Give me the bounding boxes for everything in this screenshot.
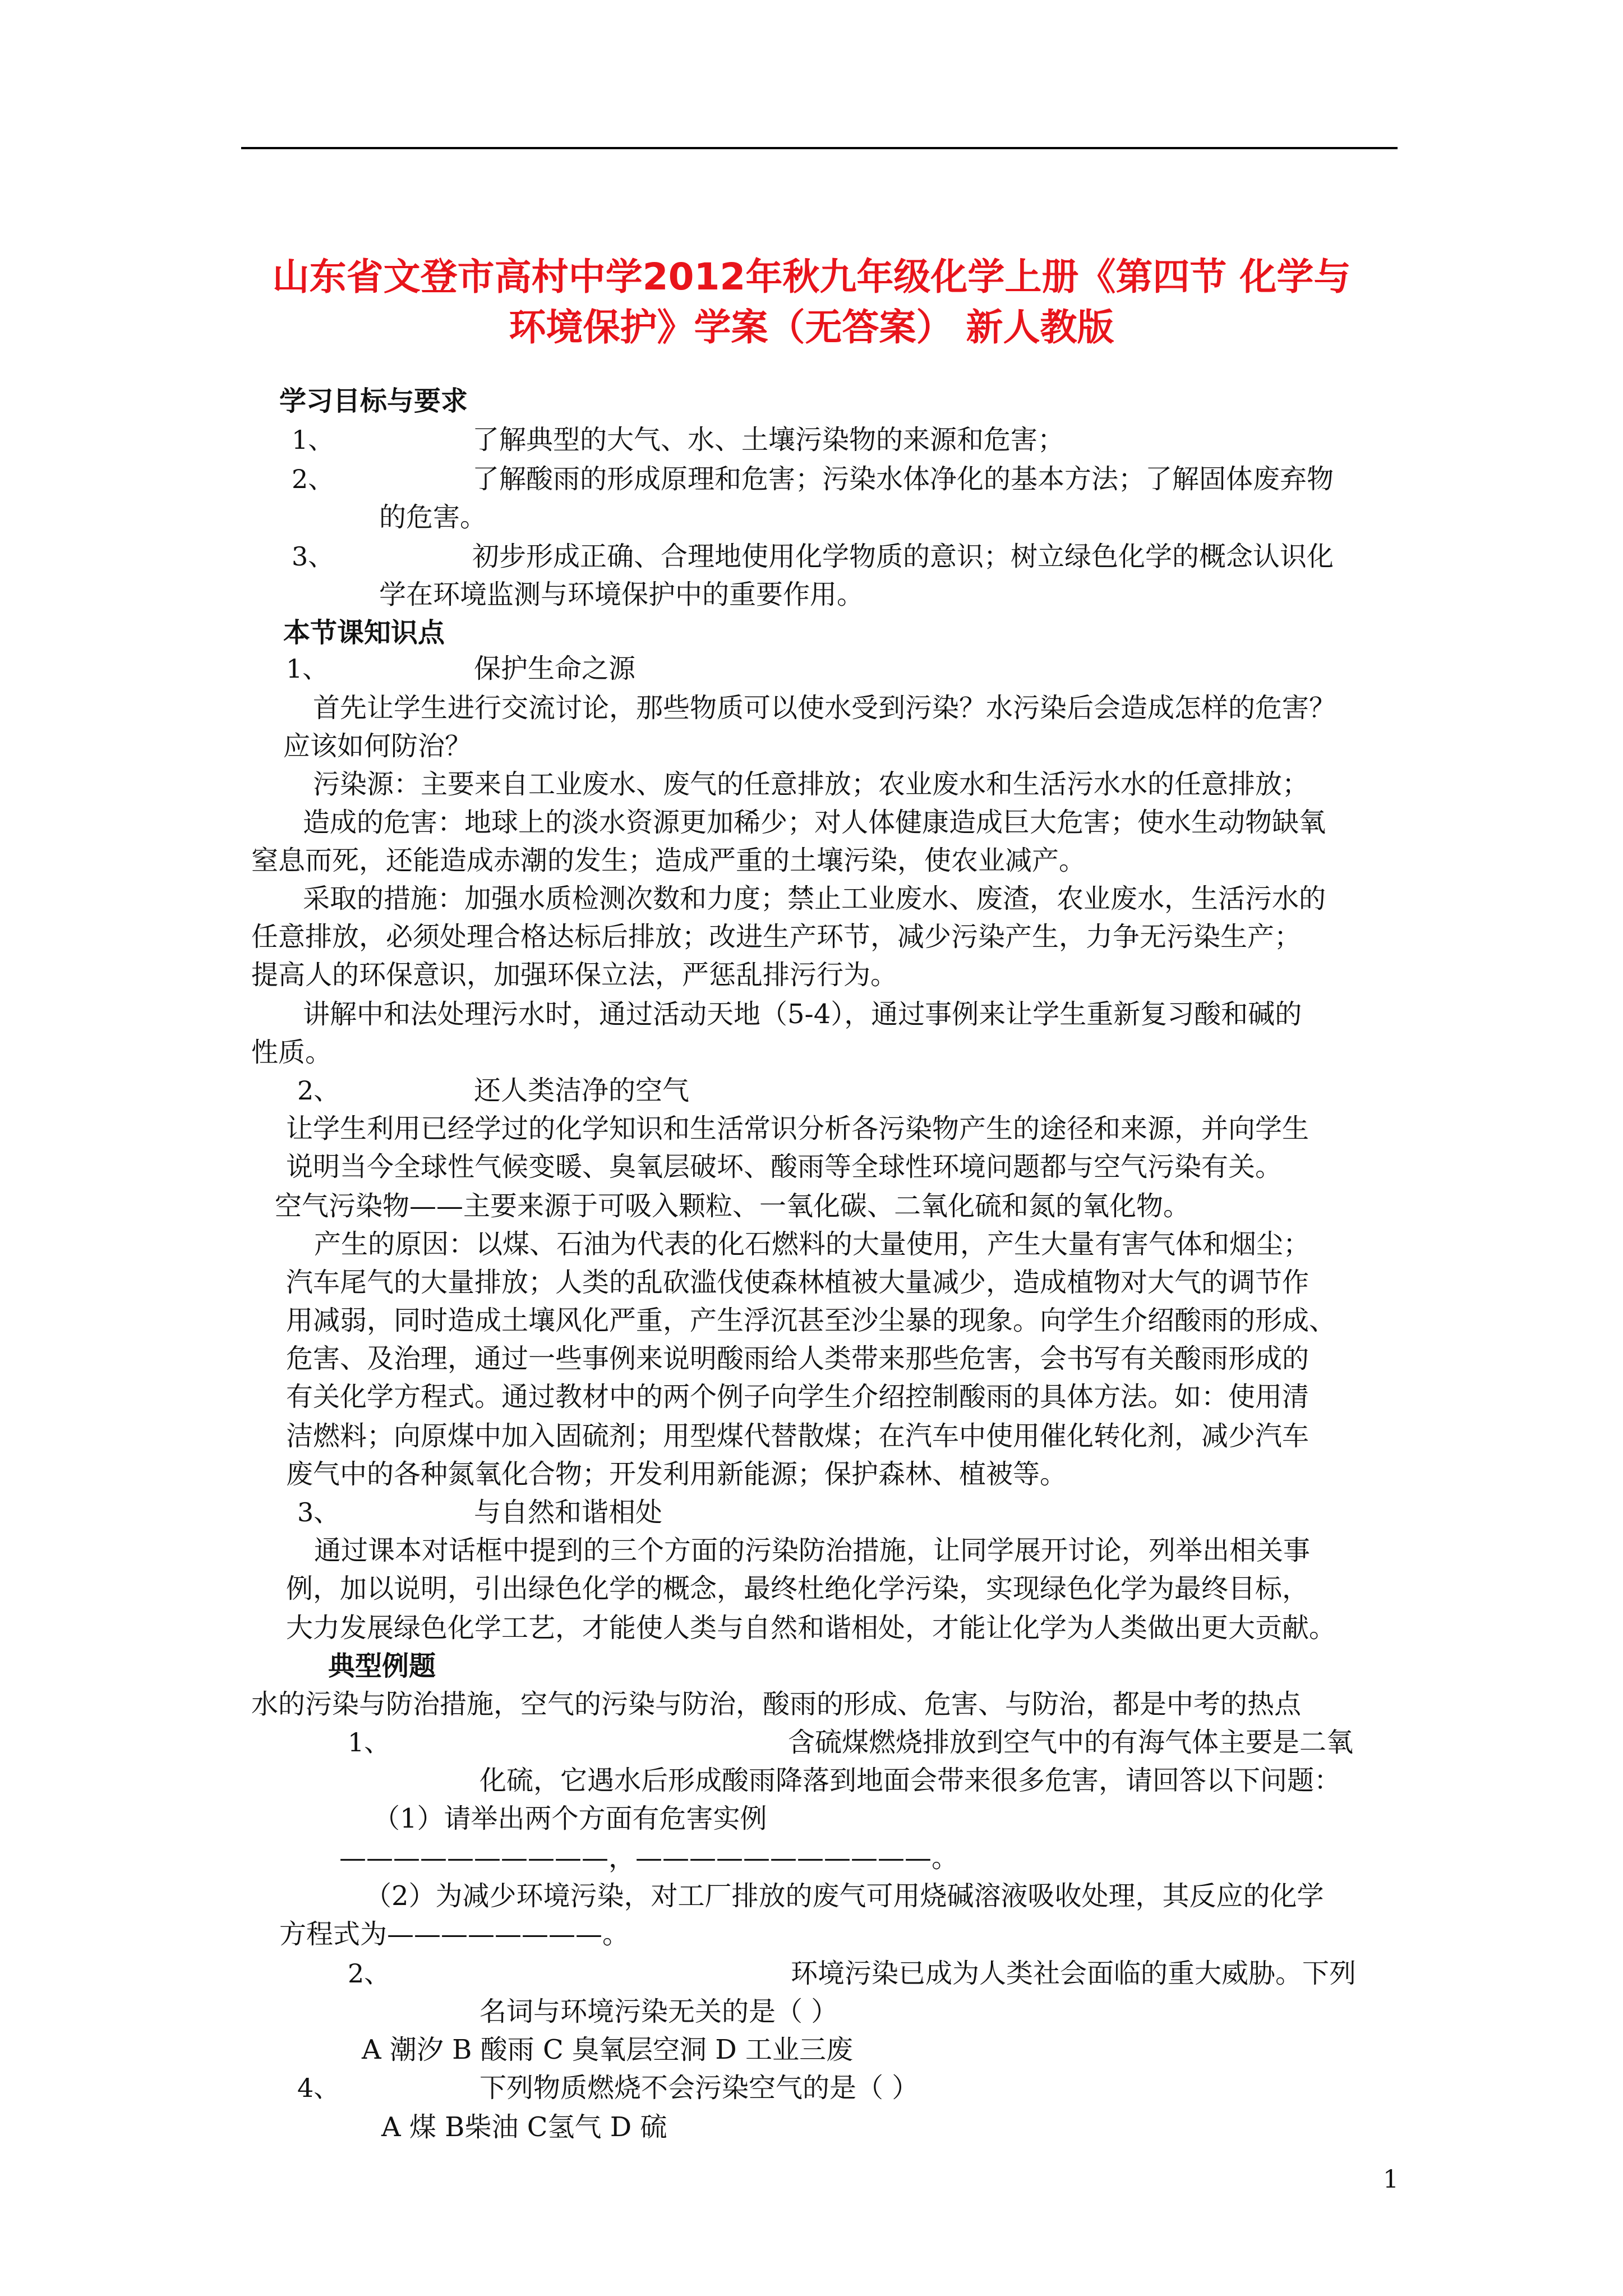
- doc-title-line-1: 山东省文登市高村中学2012年秋九年级化学上册《第四节 化学与: [272, 255, 1351, 298]
- section-1-title: 保护生命之源: [474, 653, 636, 684]
- goal-3-line-2: 学在环境监测与环境保护中的重要作用。: [379, 579, 864, 610]
- q2-line-2: 名词与环境污染无关的是（ ）: [479, 1996, 838, 2027]
- s1-line-9: 讲解中和法处理污水时，通过活动天地（5-4），通过事例来让学生重新复习酸和碱的: [303, 999, 1302, 1030]
- examples-intro: 水的污染与防治措施，空气的污染与防治，酸雨的形成、危害、与防治，都是中考的热点: [251, 1688, 1302, 1720]
- s3-line-2: 例，加以说明，引出绿色化学的概念，最终杜绝化学污染，实现绿色化学为最终目标，: [286, 1573, 1310, 1604]
- s2-line-8: 有关化学方程式。通过教材中的两个例子向学生介绍控制酸雨的具体方法。如：使用清: [286, 1381, 1310, 1412]
- s2-line-5: 汽车尾气的大量排放；人类的乱砍滥伐使森林植被大量减少，造成植物对大气的调节作: [286, 1267, 1310, 1298]
- knowledge-heading: 本节课知识点: [283, 617, 445, 648]
- goal-2-line-2: 的危害。: [379, 501, 487, 533]
- s1-line-5: 窒息而死，还能造成赤潮的发生；造成严重的土壤污染，使农业减产。: [251, 845, 1086, 876]
- q2-options: A 潮汐 B 酸雨 C 臭氧层空洞 D 工业三废: [362, 2034, 853, 2065]
- s3-line-1: 通过课本对话框中提到的三个方面的污染防治措施，让同学展开讨论，列举出相关事: [314, 1535, 1311, 1566]
- goal-1-line-1: 了解典型的大气、水、土壤污染物的来源和危害；: [472, 424, 1065, 455]
- s2-line-2: 说明当今全球性气候变暖、臭氧层破坏、酸雨等全球性环境问题都与空气污染有关。: [286, 1151, 1283, 1182]
- s1-line-6: 采取的措施：加强水质检测次数和力度；禁止工业废水、废渣，农业废水，生活污水的: [303, 883, 1326, 914]
- s1-line-8: 提高人的环保意识，加强环保立法，严惩乱排污行为。: [251, 959, 898, 991]
- goal-3-line-1: 初步形成正确、合理地使用化学物质的意识；树立绿色化学的概念认识化: [472, 541, 1334, 572]
- q1-sub-2-line-1: （2）为减少环境污染，对工厂排放的废气可用烧碱溶液吸收处理，其反应的化学: [365, 1880, 1324, 1912]
- goals-heading: 学习目标与要求: [279, 385, 468, 417]
- section-3-num: 3、: [297, 1497, 340, 1527]
- s2-line-1: 让学生利用已经学过的化学知识和生活常识分析各污染物产生的途径和来源，并向学生: [286, 1113, 1310, 1144]
- s1-line-1: 首先让学生进行交流讨论，那些物质可以使水受到污染？水污染后会造成怎样的危害？: [313, 692, 1336, 724]
- section-3-title: 与自然和谐相处: [474, 1497, 663, 1528]
- q4-num: 4、: [297, 2073, 340, 2103]
- s1-line-2: 应该如何防治？: [283, 730, 472, 762]
- goal-1-num: 1、: [292, 425, 334, 455]
- q1-blank-1: ——————————，———————————。: [339, 1842, 959, 1874]
- q1-num: 1、: [348, 1727, 390, 1757]
- q2-num: 2、: [348, 1958, 390, 1989]
- s2-line-9: 洁燃料；向原煤中加入固硫剂；用型煤代替散煤；在汽车中使用催化转化剂，减少汽车: [286, 1420, 1310, 1452]
- s1-line-7: 任意排放，必须处理合格达标后排放；改进生产环节，减少污染产生，力争无污染生产；: [251, 921, 1302, 953]
- s2-line-7: 危害、及治理，通过一些事例来说明酸雨给人类带来那些危害，会书写有关酸雨形成的: [286, 1343, 1310, 1374]
- section-1-num: 1、: [286, 654, 329, 684]
- doc-title-line-2: 环境保护》学案（无答案） 新人教版: [509, 306, 1114, 349]
- page-number: 1: [1383, 2165, 1399, 2194]
- q1-line-1: 含硫煤燃烧排放到空气中的有海气体主要是二氧: [788, 1727, 1354, 1758]
- q4-line-1: 下列物质燃烧不会污染空气的是（ ）: [479, 2072, 919, 2104]
- s3-line-3: 大力发展绿色化学工艺，才能使人类与自然和谐相处，才能让化学为人类做出更大贡献。: [286, 1612, 1336, 1644]
- q2-line-1: 环境污染已成为人类社会面临的重大威胁。下列: [791, 1958, 1357, 1989]
- s2-line-6: 用减弱，同时造成土壤风化严重，产生浮沉甚至沙尘暴的现象。向学生介绍酸雨的形成、: [286, 1305, 1336, 1336]
- goal-2-line-1: 了解酸雨的形成原理和危害；污染水体净化的基本方法；了解固体废弃物: [472, 463, 1334, 495]
- examples-heading: 典型例题: [328, 1650, 436, 1682]
- header-rule: [241, 147, 1398, 149]
- goal-2-num: 2、: [292, 464, 334, 494]
- q1-sub-2-line-2: 方程式为————————。: [279, 1918, 630, 1950]
- s1-line-3: 污染源：主要来自工业废水、废气的任意排放；农业废水和生活污水水的任意排放；: [313, 769, 1310, 800]
- section-2-num: 2、: [297, 1075, 340, 1106]
- s2-line-3: 空气污染物——主要来源于可吸入颗粒、一氧化碳、二氧化硫和氮的氧化物。: [275, 1190, 1191, 1222]
- s2-line-4: 产生的原因：以煤、石油为代表的化石燃料的大量使用，产生大量有害气体和烟尘；: [314, 1228, 1311, 1260]
- goal-3-num: 3、: [292, 541, 334, 572]
- q1-line-2: 化硫，它遇水后形成酸雨降落到地面会带来很多危害，请回答以下问题：: [479, 1765, 1341, 1796]
- q4-options: A 煤 B柴油 C氢气 D 硫: [381, 2111, 667, 2143]
- s1-line-4: 造成的危害：地球上的淡水资源更加稀少；对人体健康造成巨大危害；使水生动物缺氧: [303, 807, 1326, 838]
- s1-line-10: 性质。: [251, 1037, 333, 1068]
- section-2-title: 还人类洁净的空气: [474, 1075, 690, 1106]
- q1-sub-1: （1）请举出两个方面有危害实例: [373, 1803, 767, 1834]
- s2-line-10: 废气中的各种氮氧化合物；开发利用新能源；保护森林、植被等。: [286, 1458, 1067, 1490]
